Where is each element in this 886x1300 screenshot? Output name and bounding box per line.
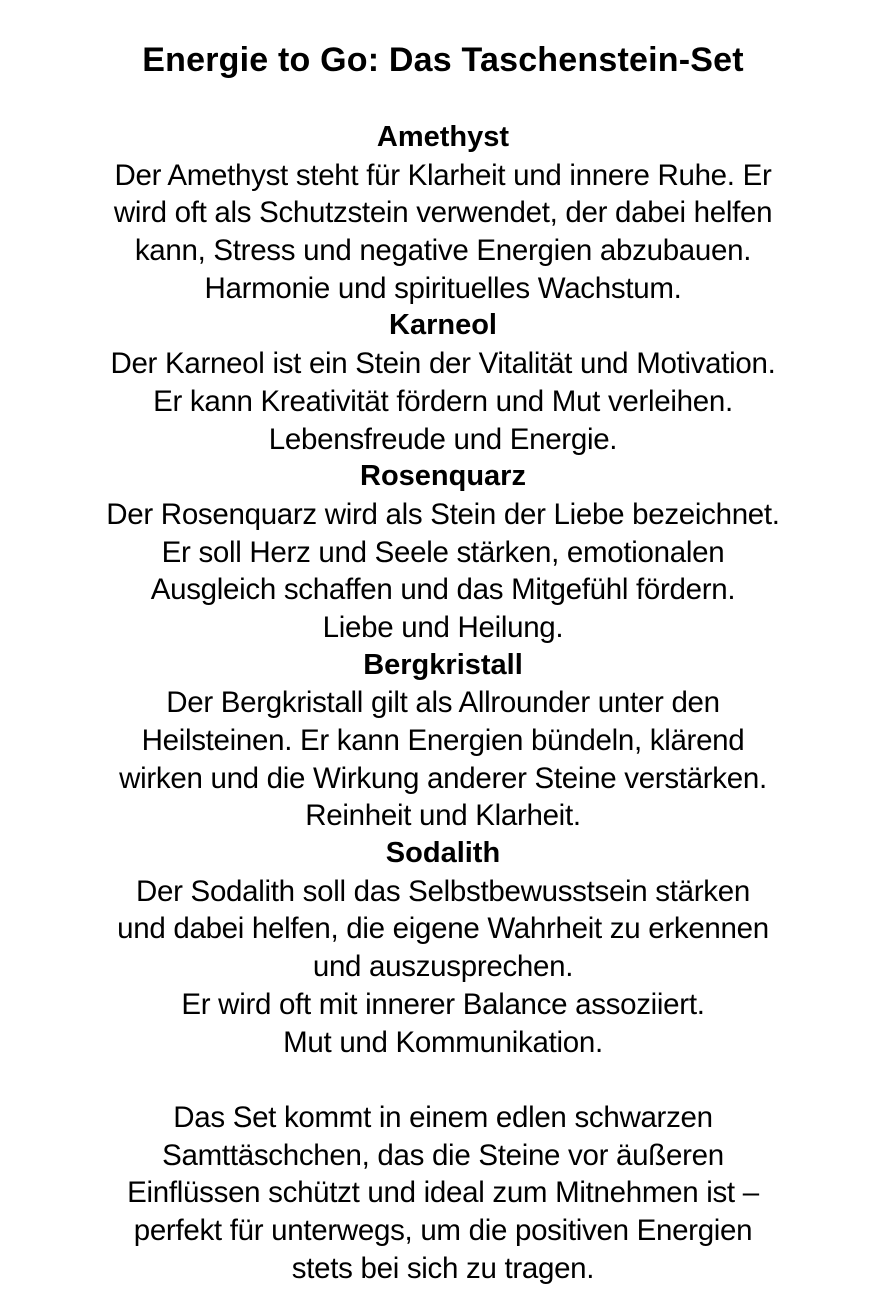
closing-paragraph <box>0 1099 886 1287</box>
closing-line: Das Set kommt in einem edlen schwarzen <box>173 1100 713 1134</box>
stone-heading: Karneol <box>389 309 497 342</box>
stone-description-line: Er soll Herz und Seele stärken, emotionalen <box>161 535 725 569</box>
paragraph-spacer <box>0 1061 886 1099</box>
stone-keywords: Reinheit und Klarheit. <box>305 799 581 833</box>
stone-description-line: Der Sodalith soll das Selbstbewusstsein stärken <box>136 874 750 908</box>
stone-heading: Amethyst <box>376 121 510 153</box>
stone-description-line: kann, Stress und negative Energien abzubauen. <box>134 234 752 268</box>
stone-heading: Sodalith <box>385 837 501 870</box>
stone-heading: Bergkristall <box>363 648 523 681</box>
stone-description-line: Er wird oft mit innerer Balance assoziiert. <box>181 987 705 1021</box>
stone-description-line: Der Amethyst steht für Klarheit und innere Ruhe. Er <box>114 158 772 192</box>
stone-keywords: Mut und Kommunikation. <box>283 1025 603 1059</box>
closing-line: perfekt für unterwegs, um die positiven Energien <box>133 1213 753 1247</box>
stone-section-karneol <box>0 307 886 458</box>
stone-description-line: Der Bergkristall gilt als Allrounder unter den <box>166 686 720 720</box>
stone-description-line: und auszusprechen. <box>312 950 574 984</box>
stone-keywords: Lebensfreude und Energie. <box>268 422 618 456</box>
stone-description-line: Ausgleich schaffen und das Mitgefühl fördern. <box>150 573 736 607</box>
stone-keywords: Liebe und Heilung. <box>322 610 564 644</box>
closing-line: Samttäschchen, das die Steine vor äußeren <box>162 1138 724 1172</box>
stone-section-rosenquarz <box>0 458 886 646</box>
stone-description-line: wirken und die Wirkung anderer Steine verstärken. <box>119 761 767 795</box>
stone-description-line: Er kann Kreativität fördern und Mut verleihen. <box>153 384 733 418</box>
page-title: Energie to Go: Das Taschenstein-Set <box>142 41 744 79</box>
stone-description-line: Der Karneol ist ein Stein der Vitalität und Motivation. <box>110 347 776 381</box>
stone-description-line: und dabei helfen, die eigene Wahrheit zu erkennen <box>117 912 769 946</box>
stone-section-bergkristall <box>0 647 886 835</box>
closing-line: stets bei sich zu tragen. <box>291 1251 595 1285</box>
stone-description-line: wird oft als Schutzstein verwendet, der dabei helfen <box>113 196 773 230</box>
stone-description-line: Heilsteinen. Er kann Energien bündeln, klärend <box>141 724 745 757</box>
stone-section-sodalith <box>0 835 886 1061</box>
closing-line: Einflüssen schützt und ideal zum Mitnehmen ist – <box>127 1176 759 1210</box>
stone-heading: Rosenquarz <box>360 460 526 493</box>
stone-description-line: Der Rosenquarz wird als Stein der Liebe bezeichnet. <box>106 497 780 531</box>
description-body <box>0 119 886 1287</box>
stone-section-amethyst <box>0 119 886 307</box>
stone-keywords: Harmonie und spirituelles Wachstum. <box>204 271 682 305</box>
